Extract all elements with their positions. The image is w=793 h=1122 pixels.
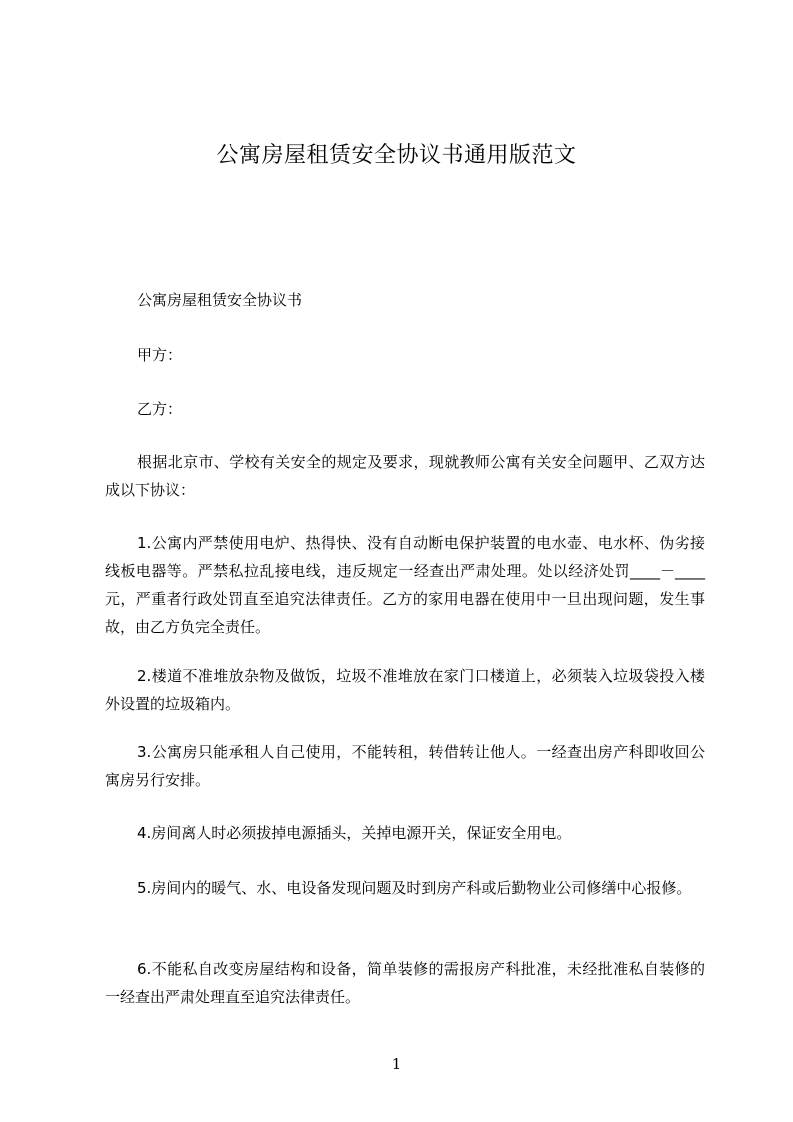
page-number: 1 (391, 1055, 402, 1073)
document-heading: 公寓房屋租赁安全协议书 (137, 291, 303, 309)
clause-2: 2.楼道不准堆放杂物及做饭，垃圾不准堆放在家门口楼道上，必须装入垃圾袋投入楼外设置的垃圾箱内。 (105, 667, 705, 713)
intro-paragraph: 根据北京市、学校有关安全的规定及要求，现就教师公寓有关安全问题甲、乙双方达成以下协议： (105, 453, 705, 499)
page-title: 公寓房屋租赁安全协议书通用版范文 (216, 143, 577, 168)
clause-3: 3.公寓房只能承租人自己使用，不能转租，转借转让他人。一经查出房产科即收回公寓房另行安排。 (105, 743, 705, 789)
party-b-label: 乙方： (137, 400, 183, 418)
party-a-label: 甲方： (137, 346, 183, 364)
clause-5: 5.房间内的暖气、水、电设备发现问题及时到房产科或后勤物业公司修缮中心报修。 (137, 879, 692, 897)
clause-6: 6.不能私自改变房屋结构和设备，简单装修的需报房产科批准，未经批准私自装修的一经查出严肃处理直至追究法律责任。 (105, 960, 705, 1006)
clause-1: 1.公寓内严禁使用电炉、热得快、没有自动断电保护装置的电水壶、电水杯、伪劣接线板电器等。严禁私拉乱接电线，违反规定一经查出严肃处理。处以经济处罚____－____元，严重者行政处罚直至追究法律责任。乙方的家用电器在使用中一旦出现问题，发生事故，由乙方负完全责任。 (105, 534, 705, 636)
clause-4: 4.房间离人时必须拔掉电源插头，关掉电源开关，保证安全用电。 (137, 824, 572, 842)
